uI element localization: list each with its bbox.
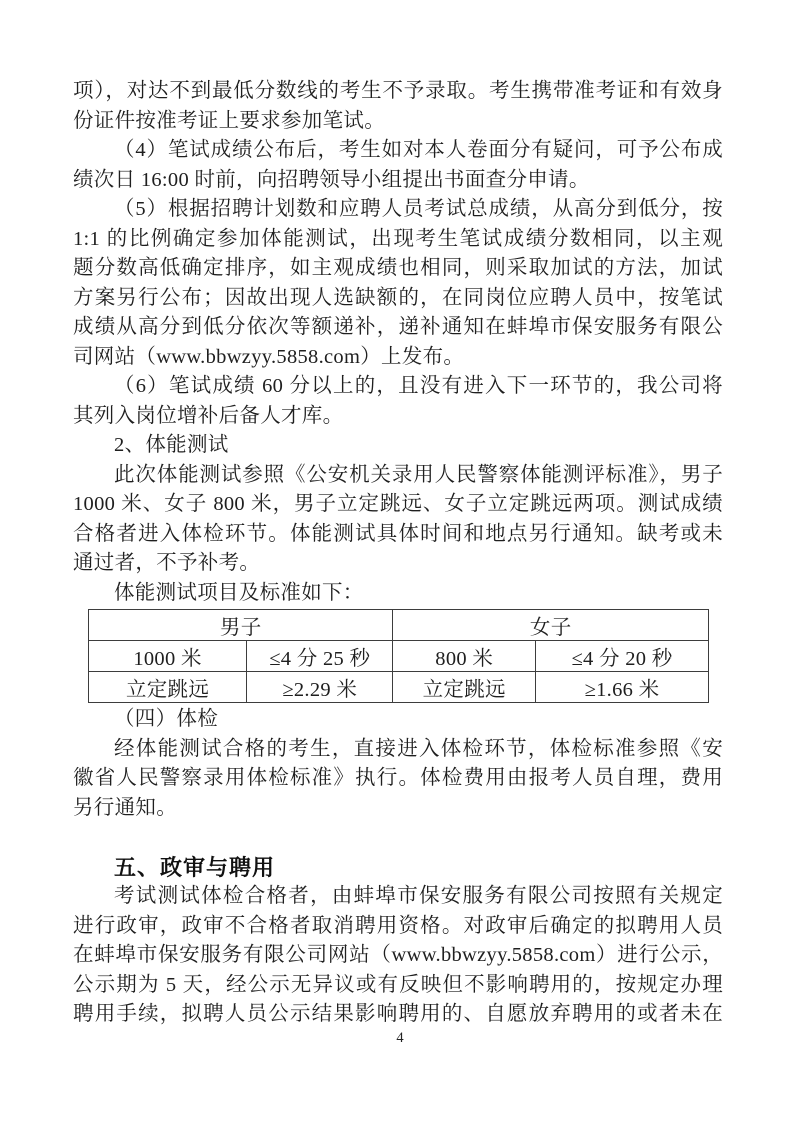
fitness-standards-table bbox=[88, 609, 709, 703]
table-header-male: 男子 bbox=[89, 610, 393, 641]
doc-line: 项），对达不到最低分数线的考生不予录取。考生携带准考证和有效身 bbox=[73, 80, 723, 102]
doc-line: 另行通知。 bbox=[73, 796, 177, 819]
blank-line bbox=[73, 823, 723, 853]
doc-line: 进行政审，政审不合格者取消聘用资格。对政审后确定的拟聘用人员 bbox=[73, 914, 723, 937]
doc-line: 司网站（www.bbwzyy.5858.com）上发布。 bbox=[73, 345, 465, 368]
table-cell: ≤4 分 20 秒 bbox=[536, 641, 709, 672]
doc-line: 题分数高低确定排序，如主观成绩也相同，则采取加试的方法，加试 bbox=[73, 257, 723, 279]
doc-line: 通过者，不予补考。 bbox=[73, 552, 261, 574]
doc-line: 公示期为 5 天，经公示无异议或有反映但不影响聘用的，按规定办理 bbox=[73, 973, 723, 996]
table-header-female: 女子 bbox=[393, 610, 709, 641]
doc-subheading: 2、体能测试 bbox=[114, 434, 229, 456]
doc-line: 其列入岗位增补后备人才库。 bbox=[73, 404, 344, 427]
doc-line: 方案另行公布；因故出现人选缺额的，在同岗位应聘人员中，按笔试 bbox=[73, 286, 723, 309]
doc-line: （5）根据招聘计划数和应聘人员考试总成绩，从高分到低分，按 bbox=[114, 198, 723, 220]
doc-line: 1:1 的比例确定参加体能测试，出现考生笔试成绩分数相同，以主观 bbox=[73, 227, 723, 250]
doc-line: 聘用手续，拟聘人员公示结果影响聘用的、自愿放弃聘用的或者未在 bbox=[73, 1003, 723, 1025]
table-cell: 立定跳远 bbox=[393, 672, 536, 703]
doc-line: 绩次日 16:00 时前，向招聘领导小组提出书面查分申请。 bbox=[73, 168, 590, 191]
doc-line: （6）笔试成绩 60 分以上的，且没有进入下一环节的，我公司将 bbox=[114, 375, 723, 397]
page-number: 4 bbox=[396, 1030, 404, 1046]
table-cell: ≤4 分 25 秒 bbox=[247, 641, 393, 672]
table-cell: 立定跳远 bbox=[89, 672, 247, 703]
table-row bbox=[89, 672, 709, 703]
table-cell: 1000 米 bbox=[89, 641, 247, 672]
doc-line: 在蚌埠市保安服务有限公司网站（www.bbwzyy.5858.com）进行公示， bbox=[73, 944, 723, 966]
doc-line: 体能测试项目及标准如下： bbox=[114, 581, 364, 604]
doc-line: 徽省人民警察录用体检标准》执行。体检费用由报考人员自理，费用 bbox=[73, 767, 723, 789]
doc-line: 考试测试体检合格者，由蚌埠市保安服务有限公司按照有关规定 bbox=[114, 885, 723, 907]
table-cell: ≥1.66 米 bbox=[536, 672, 709, 703]
doc-line: 1000 米、女子 800 米，男子立定跳远、女子立定跳远两项。测试成绩 bbox=[73, 493, 723, 515]
doc-line: 经体能测试合格的考生，直接进入体检环节，体检标准参照《安 bbox=[114, 737, 723, 760]
table-row bbox=[89, 641, 709, 672]
section-heading: 五、政审与聘用 bbox=[114, 854, 276, 880]
doc-line: 成绩从高分到低分依次等额递补，递补通知在蚌埠市保安服务有限公 bbox=[73, 316, 723, 338]
doc-line: 此次体能测试参照《公安机关录用人民警察体能测评标准》，男子 bbox=[114, 463, 723, 486]
table-cell: ≥2.29 米 bbox=[247, 672, 393, 703]
table-header-row bbox=[89, 610, 709, 641]
doc-line: 合格者进入体检环节。体能测试具体时间和地点另行通知。缺考或未 bbox=[73, 522, 723, 545]
doc-line: 份证件按准考证上要求参加笔试。 bbox=[73, 109, 385, 132]
document-body bbox=[73, 77, 723, 1030]
table-cell: 800 米 bbox=[393, 641, 536, 672]
doc-line: （4）笔试成绩公布后，考生如对本人卷面分有疑问，可予公布成 bbox=[114, 139, 723, 161]
doc-subheading: （四）体检 bbox=[114, 708, 218, 730]
